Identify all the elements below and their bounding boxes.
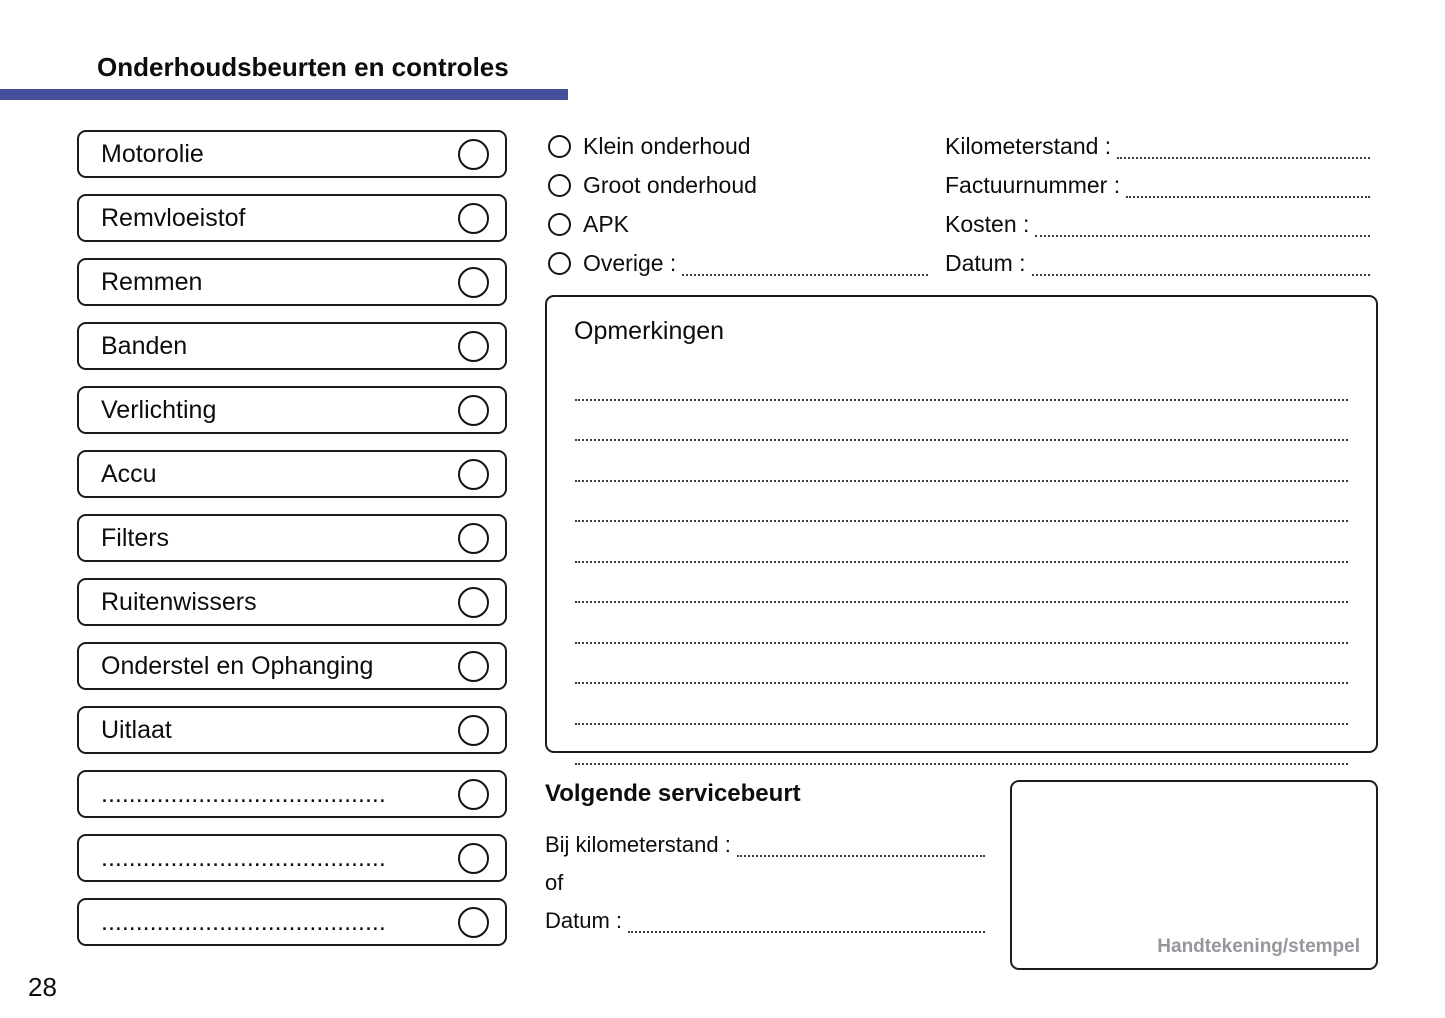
next-service-title: Volgende servicebeurt	[545, 780, 801, 807]
remarks-write-line[interactable]	[575, 684, 1348, 725]
field-label: Kilometerstand :	[945, 133, 1112, 159]
next-service-or-row	[545, 864, 985, 902]
remarks-title: Opmerkingen	[574, 317, 725, 345]
checkbox-circle-icon[interactable]	[458, 203, 489, 234]
next-service-section	[545, 780, 985, 940]
checklist-item-label: Remvloeistof	[101, 203, 246, 232]
checklist-item-label: Onderstel en Ophanging	[101, 651, 374, 680]
checklist-custom-write-in[interactable]: .........................................	[101, 843, 386, 872]
radio-circle-icon[interactable]	[548, 135, 571, 158]
kilometerstand-input-line[interactable]	[1117, 157, 1370, 159]
field-factuurnummer	[945, 166, 1370, 205]
signature-box[interactable]	[1010, 780, 1378, 970]
checklist-item-filters	[77, 514, 507, 562]
remarks-write-line[interactable]	[575, 644, 1348, 685]
field-kilometerstand	[945, 127, 1370, 166]
page-title: Onderhoudsbeurten en controles	[97, 52, 509, 82]
checkbox-circle-icon[interactable]	[458, 779, 489, 810]
checkbox-circle-icon[interactable]	[458, 331, 489, 362]
signature-label: Handtekening/stempel	[1157, 936, 1360, 957]
option-label: Overige :	[583, 250, 677, 276]
field-datum	[945, 244, 1370, 283]
checkbox-circle-icon[interactable]	[458, 459, 489, 490]
checkbox-circle-icon[interactable]	[458, 139, 489, 170]
overige-input-line[interactable]	[682, 274, 928, 276]
remarks-write-line[interactable]	[575, 482, 1348, 523]
next-service-or-label: of	[545, 870, 564, 895]
checklist-item-label: Banden	[101, 331, 188, 360]
checkbox-circle-icon[interactable]	[458, 715, 489, 746]
invoice-fields	[945, 127, 1370, 283]
checkbox-circle-icon[interactable]	[458, 587, 489, 618]
checkbox-circle-icon[interactable]	[458, 395, 489, 426]
checklist-item-accu	[77, 450, 507, 498]
checklist-item-remmen	[77, 258, 507, 306]
checklist-custom-write-in[interactable]: .........................................	[101, 779, 386, 808]
field-kosten	[945, 205, 1370, 244]
checklist-item-label: Filters	[101, 523, 170, 552]
page-number: 28	[28, 972, 57, 1002]
option-label: Klein onderhoud	[583, 133, 751, 159]
checklist-item-ruitenwissers	[77, 578, 507, 626]
checklist-item-uitlaat	[77, 706, 507, 754]
checklist-item-label: Accu	[101, 459, 157, 488]
checklist-item-onderstel-en-ophanging	[77, 642, 507, 690]
checkbox-circle-icon[interactable]	[458, 651, 489, 682]
remarks-write-line[interactable]	[575, 360, 1348, 401]
field-label: Kosten :	[945, 211, 1030, 237]
radio-circle-icon[interactable]	[548, 174, 571, 197]
checklist-item-label: Remmen	[101, 267, 203, 296]
option-overige	[548, 244, 928, 283]
radio-circle-icon[interactable]	[548, 213, 571, 236]
remarks-write-line[interactable]	[575, 725, 1348, 766]
next-service-date-row	[545, 902, 985, 940]
field-label: Datum :	[945, 250, 1026, 276]
checklist-item-custom-1	[77, 770, 507, 818]
checklist-item-label: Uitlaat	[101, 715, 172, 744]
option-label: Groot onderhoud	[583, 172, 757, 198]
field-label: Factuurnummer :	[945, 172, 1121, 198]
factuurnummer-input-line[interactable]	[1126, 196, 1370, 198]
next-service-km-input-line[interactable]	[737, 855, 985, 857]
maintenance-checklist	[77, 130, 507, 962]
kosten-input-line[interactable]	[1035, 235, 1370, 237]
option-label: APK	[583, 211, 630, 237]
remarks-write-line[interactable]	[575, 522, 1348, 563]
radio-circle-icon[interactable]	[548, 252, 571, 275]
remarks-lines	[547, 346, 1376, 765]
checklist-item-remvloeistof	[77, 194, 507, 242]
option-groot-onderhoud	[548, 166, 928, 205]
checklist-item-custom-2	[77, 834, 507, 882]
checklist-item-motorolie	[77, 130, 507, 178]
checkbox-circle-icon[interactable]	[458, 267, 489, 298]
remarks-box	[545, 295, 1378, 753]
checkbox-circle-icon[interactable]	[458, 523, 489, 554]
option-apk	[548, 205, 928, 244]
title-underline-bar	[0, 89, 568, 100]
next-service-km-row	[545, 826, 985, 864]
checklist-custom-write-in[interactable]: .........................................	[101, 907, 386, 936]
next-service-km-label: Bij kilometerstand :	[545, 832, 731, 857]
remarks-write-line[interactable]	[575, 441, 1348, 482]
remarks-write-line[interactable]	[575, 401, 1348, 442]
checkbox-circle-icon[interactable]	[458, 907, 489, 938]
checklist-item-label: Verlichting	[101, 395, 217, 424]
next-service-date-label: Datum :	[545, 908, 623, 933]
remarks-write-line[interactable]	[575, 603, 1348, 644]
next-service-date-input-line[interactable]	[628, 931, 985, 933]
checklist-item-label: Ruitenwissers	[101, 587, 257, 616]
service-type-options	[548, 127, 928, 283]
checkbox-circle-icon[interactable]	[458, 843, 489, 874]
option-klein-onderhoud	[548, 127, 928, 166]
datum-input-line[interactable]	[1032, 274, 1370, 276]
remarks-write-line[interactable]	[575, 563, 1348, 604]
checklist-item-label: Motorolie	[101, 139, 204, 168]
checklist-item-custom-3	[77, 898, 507, 946]
checklist-item-verlichting	[77, 386, 507, 434]
checklist-item-banden	[77, 322, 507, 370]
